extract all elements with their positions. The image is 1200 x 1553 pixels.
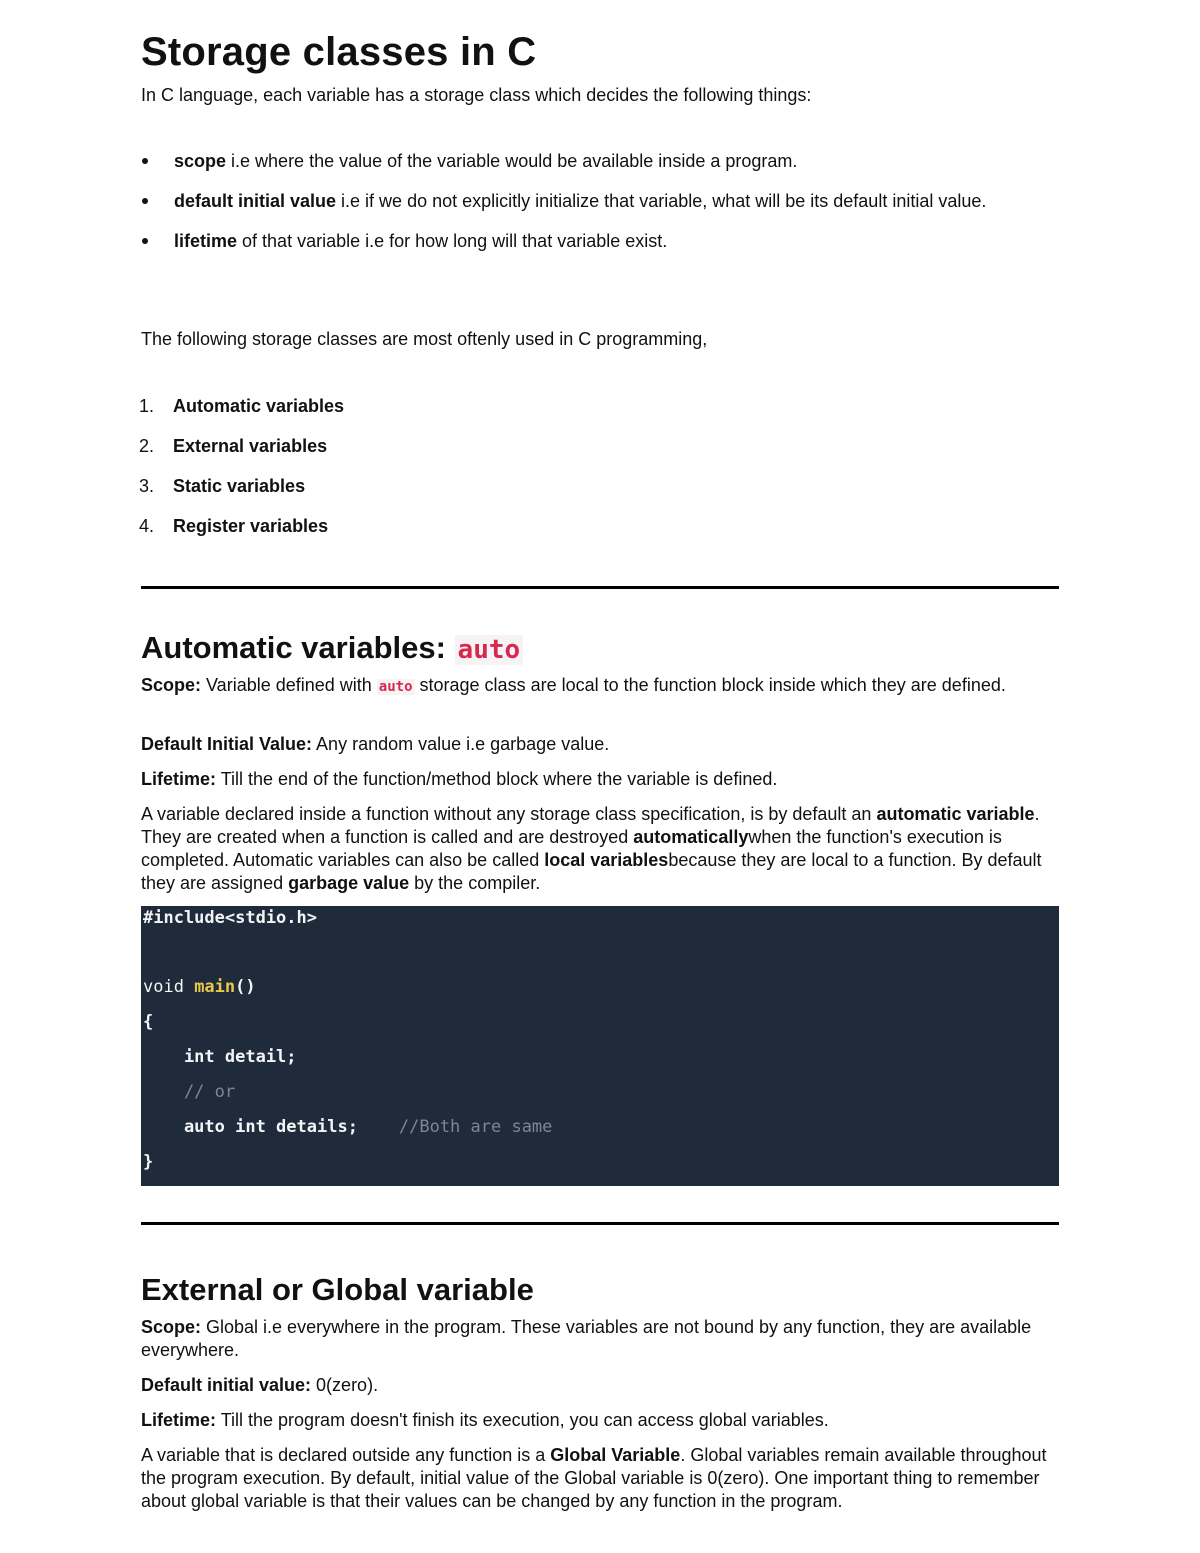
- section-heading-extern: External or Global variable: [141, 1272, 534, 1307]
- code-comment: //Both are same: [398, 1117, 553, 1137]
- bold-text: automatic variable: [876, 804, 1035, 824]
- heading-code: auto: [455, 635, 524, 665]
- text: Global i.e everywhere in the program. These variables are not bound by any function, they are available everywhere.: [141, 1317, 1032, 1360]
- bullet-term: scope: [174, 151, 227, 171]
- bullet-text: i.e if we do not explicitly initialize that variable, what will be its default initial value.: [336, 191, 987, 211]
- text: 0(zero).: [311, 1375, 379, 1395]
- code-line: int detail;: [143, 1047, 297, 1067]
- auto-default-value: [141, 733, 1059, 756]
- inline-code: auto: [378, 679, 413, 695]
- code-text: auto int details;: [143, 1117, 399, 1137]
- list-item: [141, 511, 741, 551]
- text: Till the end of the function/method block where the variable is defined.: [216, 769, 778, 789]
- label: Default initial value:: [141, 1375, 312, 1395]
- bullet-term: lifetime: [174, 231, 238, 251]
- list-label: Static variables: [173, 476, 306, 496]
- text: when the function's execution is completed. Automatic variables can also be called: [141, 827, 1002, 870]
- bullet-text: of that variable i.e for how long will that variable exist.: [237, 231, 668, 251]
- section-heading-auto: [141, 630, 523, 666]
- text: by the compiler.: [409, 873, 541, 893]
- text: . They are created when a function is called and are destroyed: [141, 804, 1040, 847]
- intro-text: In C language, each variable has a storage class which decides the following things:: [141, 85, 812, 105]
- text: A variable declared inside a function without any storage class specification, is by default an: [141, 804, 877, 824]
- text: Till the program doesn't finish its execution, you can access global variables.: [216, 1410, 829, 1430]
- list-item: [141, 391, 741, 431]
- bold-text: Global Variable: [550, 1445, 681, 1465]
- code-line: }: [143, 1152, 154, 1172]
- list-intro-text: The following storage classes are most oftenly used in C programming,: [141, 329, 708, 349]
- storage-class-list: [141, 391, 741, 551]
- list-item: [141, 226, 1081, 266]
- code-line: #include<stdio.h>: [143, 908, 317, 928]
- text: because they are local to a function. By default they are assigned: [141, 850, 1042, 893]
- code-punct: (): [235, 977, 256, 997]
- heading-text: Automatic variables:: [141, 630, 455, 665]
- page-title: Storage classes in C: [141, 30, 537, 74]
- list-number: 3.: [139, 476, 155, 496]
- label: Scope:: [141, 675, 202, 695]
- list-item: [141, 431, 741, 471]
- text: storage class are local to the function block inside which they are defined.: [414, 675, 1006, 695]
- auto-description: [141, 803, 1059, 895]
- bold-text: automatically: [633, 827, 749, 847]
- code-line: // or: [143, 1082, 236, 1102]
- list-number: 4.: [139, 516, 155, 536]
- list-item: [141, 471, 741, 511]
- text: A variable that is declared outside any function is a: [141, 1445, 551, 1465]
- list-number: 1.: [139, 396, 155, 416]
- bullet-text: i.e where the value of the variable would be available inside a program.: [226, 151, 798, 171]
- extern-default-value: [141, 1374, 1059, 1397]
- auto-scope: [141, 674, 1059, 699]
- code-block: [141, 906, 1059, 1186]
- code-line: [143, 1117, 552, 1137]
- list-label: External variables: [173, 436, 328, 456]
- list-item: [141, 146, 1081, 186]
- list-label: Automatic variables: [173, 396, 345, 416]
- list-label: Register variables: [173, 516, 329, 536]
- code-keyword: void: [143, 977, 195, 997]
- label: Scope:: [141, 1317, 202, 1337]
- extern-description: [141, 1444, 1059, 1513]
- code-line: [143, 977, 256, 997]
- label: Lifetime:: [141, 1410, 217, 1430]
- bold-text: local variables: [544, 850, 669, 870]
- label: Default Initial Value:: [141, 734, 313, 754]
- divider: [141, 586, 1059, 589]
- text: Any random value i.e garbage value.: [312, 734, 610, 754]
- property-list: [141, 146, 1081, 266]
- code-function-name: main: [194, 977, 236, 997]
- label: Lifetime:: [141, 769, 217, 789]
- list-number: 2.: [139, 436, 155, 456]
- divider: [141, 1222, 1059, 1225]
- text: Variable defined with: [201, 675, 377, 695]
- list-item: [141, 186, 1081, 226]
- bullet-term: default initial value: [174, 191, 337, 211]
- auto-lifetime: [141, 768, 1059, 791]
- extern-scope: [141, 1316, 1059, 1362]
- extern-lifetime: [141, 1409, 1059, 1432]
- bold-text: garbage value: [288, 873, 410, 893]
- code-line: {: [143, 1012, 154, 1032]
- text: . Global variables remain available throughout the program execution. By default, initial value of the Global variable is 0(zero). One important thing to remember about global variable is that their values can be changed by any function in the program.: [141, 1445, 1047, 1511]
